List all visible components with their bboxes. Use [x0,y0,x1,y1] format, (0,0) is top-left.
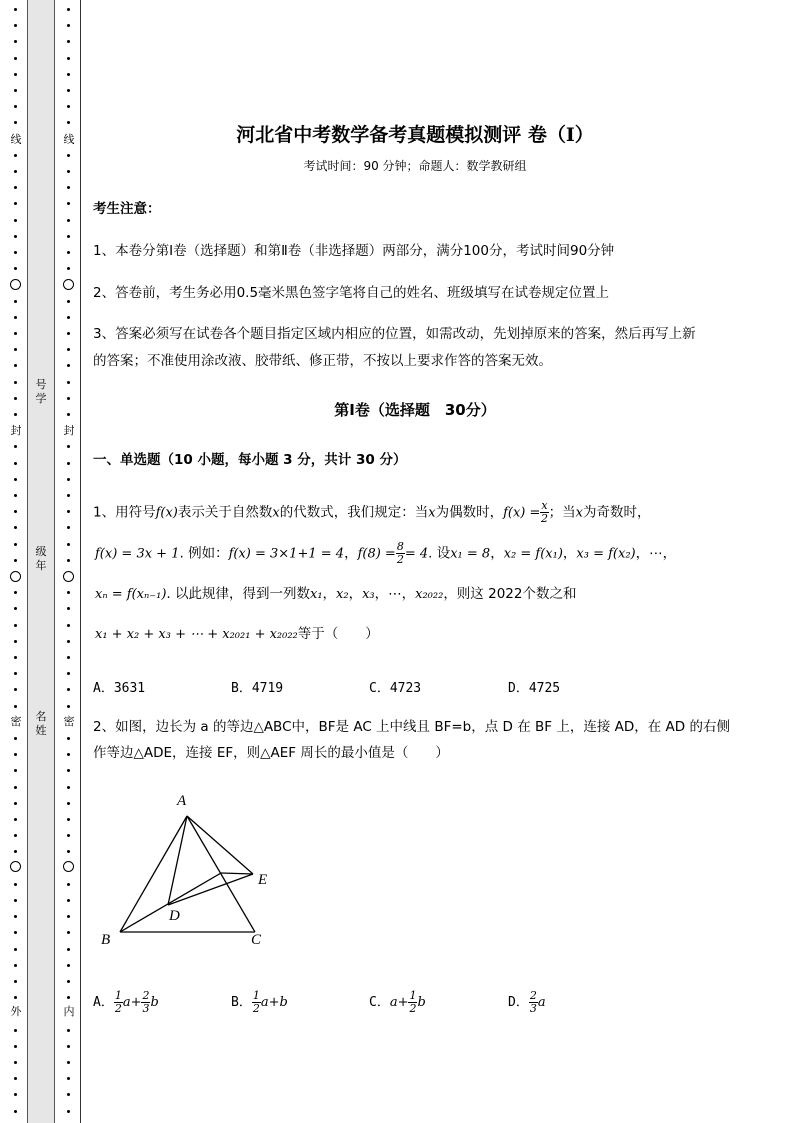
margin-dot [14,1093,17,1096]
margin-char-xian-right: 线 [63,133,75,146]
margin-dot [14,915,17,918]
margin-dot [67,591,70,594]
q2-option-a[interactable]: A． $\frac{1}{2}$ a+ $\frac{2}{3}$ b [93,989,159,1015]
margin-dot [67,753,70,756]
margin-dot [14,899,17,902]
strip-label-name: 名姓 [35,710,47,737]
margin-dot [14,235,17,238]
margin-dot [14,494,17,497]
margin-dot [14,1045,17,1048]
margin-dot [67,24,70,27]
margin-dot [67,462,70,465]
margin-dot [67,802,70,805]
margin-dot [67,948,70,951]
margin-circle-icon [10,571,21,582]
margin-dot [14,170,17,173]
margin-dot [67,170,70,173]
q1-option-c[interactable]: C．4723 [369,681,422,696]
margin-dot [14,931,17,934]
margin-dot [14,413,17,416]
margin-dot [14,154,17,157]
right-dot-column [63,0,75,1123]
margin-dot [14,462,17,465]
margin-dot [67,251,70,254]
margin-char-xian-left: 线 [10,133,22,146]
margin-dot [14,818,17,821]
margin-dot [67,300,70,303]
margin-dot [67,494,70,497]
margin-dot [67,834,70,837]
fraction-8-over-2: $\frac{8}{2}$ [396,540,404,566]
margin-char-mi-left: 密 [10,715,22,728]
margin-dot [14,705,17,708]
q2-option-d[interactable]: D． $\frac{2}{3}$ a [508,989,546,1015]
margin-dot [67,931,70,934]
margin-dot [67,688,70,691]
margin-dot [14,397,17,400]
margin-dot [67,332,70,335]
margin-dot [14,964,17,967]
margin-dot [14,73,17,76]
margin-dot [14,559,17,562]
vertex-label-b: B [101,932,111,948]
margin-dot [67,769,70,772]
margin-dot [67,737,70,740]
margin-dot [67,89,70,92]
margin-dot [67,818,70,821]
margin-dot [14,1077,17,1080]
margin-char-feng-right: 封 [63,424,75,437]
margin-dot [67,235,70,238]
margin-dot [67,1029,70,1032]
margin-dot [67,996,70,999]
margin-char-nei-right: 内 [63,1005,75,1018]
vertex-label-e: E [258,872,268,888]
q1-option-d[interactable]: D．4725 [508,681,561,696]
margin-dot [14,24,17,27]
margin-circle-icon [63,571,74,582]
margin-dot [67,607,70,610]
margin-dot [14,89,17,92]
margin-dot [14,316,17,319]
margin-dot [14,802,17,805]
margin-dot [67,186,70,189]
q1-option-b[interactable]: B．4719 [231,681,284,696]
margin-dot [14,850,17,853]
margin-dot [14,883,17,886]
margin-dot [67,980,70,983]
margin-dot [67,202,70,205]
q2-line-2: 作等边△ADE，连接 EF，则△AEF 周长的最小值是（ ） [93,745,449,761]
margin-dot [14,381,17,384]
margin-dot [14,948,17,951]
margin-dot [14,786,17,789]
margin-circle-icon [10,861,21,872]
margin-dot [67,219,70,222]
margin-dot [67,8,70,11]
margin-dot [14,40,17,43]
margin-dot [67,445,70,448]
margin-dot [67,640,70,643]
margin-circle-icon [63,279,74,290]
margin-dot [14,478,17,481]
notice-item-3-cont: 的答案；不准使用涂改液、胶带纸、修正带，不按以上要求作答的答案无效。 [93,353,552,369]
margin-dot [67,526,70,529]
margin-dot [67,705,70,708]
margin-char-feng-left: 封 [10,424,22,437]
margin-dot [14,640,17,643]
margin-dot [14,510,17,513]
margin-dot [67,397,70,400]
margin-dot [14,1110,17,1113]
q2-triangle-figure [90,785,290,955]
left-dot-column [10,0,22,1123]
margin-dot [14,607,17,610]
fraction-x-over-2: $\frac{x}{2}$ [541,499,548,525]
margin-dot [14,300,17,303]
strip-label-grade: 级年 [35,545,47,572]
q1-line-4: x₁ + x₂ + x₃ + ⋯ + x₂₀₂₁ + x₂₀₂₂等于（ ） [95,626,379,642]
margin-dot [14,219,17,222]
margin-dot [67,1077,70,1080]
margin-dot [67,73,70,76]
notice-item-3: 3、答案必须写在试卷各个题目指定区域内相应的位置，如需改动，先划掉原来的答案，然后再写上新 [93,326,696,342]
margin-dot [14,980,17,983]
margin-dot [14,267,17,270]
margin-dot [14,769,17,772]
q1-line-3: xₙ = f(xₙ₋₁). 以此规律，得到一列数x₁，x₂，x₃，⋯，x₂₀₂₂，则这 2022个数之和 [95,586,577,602]
margin-dot [67,381,70,384]
margin-dot [14,445,17,448]
margin-circle-icon [10,279,21,290]
margin-dot [14,737,17,740]
notice-item-1: 1、本卷分第Ⅰ卷（选择题）和第Ⅱ卷（非选择题）两部分，满分100分，考试时间90分钟 [93,243,615,259]
q2-option-c[interactable]: C．a+ $\frac{1}{2}$ b [369,989,426,1015]
margin-dot [14,996,17,999]
margin-dot [67,915,70,918]
vertex-label-c: C [251,932,262,948]
margin-dot [14,591,17,594]
margin-dot [14,8,17,11]
section-part-heading: 一、单选题（10 小题，每小题 3 分，共计 30 分） [93,452,407,468]
margin-dot [67,1110,70,1113]
q1-option-a[interactable]: A．3631 [93,681,146,696]
vertex-label-a: A [177,793,187,809]
exam-subtitle: 考试时间：90 分钟；命题人：数学教研组 [303,159,527,173]
margin-dot [67,850,70,853]
q1-line-2: f(x) = 3x + 1. 例如：f(x) = 3×1+1 = 4，f(8) = $\frac{8}{2}$ = 4. 设x₁ = 8，x₂ = f(x₁)，x₃ = f(x₂)，⋯， [95,540,677,566]
margin-dot [67,883,70,886]
margin-dot [67,413,70,416]
margin-dot [67,786,70,789]
margin-dot [67,559,70,562]
margin-dot [67,57,70,60]
margin-dot [67,1045,70,1048]
margin-dot [14,526,17,529]
margin-dot [14,753,17,756]
notice-item-2: 2、答卷前，考生务必用0.5毫米黑色签字笔将自己的姓名、班级填写在试卷规定位置上 [93,285,610,301]
margin-dot [67,1093,70,1096]
margin-dot [14,332,17,335]
margin-dot [14,1029,17,1032]
notice-heading: 考生注意： [93,201,161,217]
margin-dot [14,348,17,351]
margin-circle-icon [63,861,74,872]
vertex-label-d: D [169,908,180,924]
q1-line-1: 1、用符号f(x)表示关于自然数x的代数式，我们规定：当x为偶数时，f(x) = $\frac{x}{2}$ ；当x为奇数时， [93,499,651,525]
margin-dot [67,1061,70,1064]
margin-dot [14,57,17,60]
margin-char-wai-left: 外 [10,1005,22,1018]
section-title: 第Ⅰ卷（选择题 30分） [334,401,496,419]
q2-option-b[interactable]: B． $\frac{1}{2}$ a+b [231,989,288,1015]
margin-dot [14,656,17,659]
margin-dot [67,964,70,967]
margin-dot [67,899,70,902]
margin-dot [14,1061,17,1064]
margin-dot [67,267,70,270]
margin-dot [14,834,17,837]
margin-char-mi-right: 密 [63,715,75,728]
margin-dot [14,624,17,627]
margin-dot [67,656,70,659]
margin-dot [67,121,70,124]
margin-dot [67,672,70,675]
margin-dot [67,105,70,108]
margin-dot [67,624,70,627]
margin-dot [67,478,70,481]
margin-dot [14,121,17,124]
exam-title: 河北省中考数学备考真题模拟测评 卷（Ⅰ） [236,124,594,146]
margin-dot [67,154,70,157]
margin-dot [14,688,17,691]
margin-dot [14,672,17,675]
margin-dot [14,364,17,367]
margin-dot [67,40,70,43]
margin-border-line [80,0,81,1123]
margin-dot [14,251,17,254]
margin-dot [67,348,70,351]
margin-dot [67,364,70,367]
margin-dot [67,510,70,513]
margin-dot [14,543,17,546]
margin-dot [14,186,17,189]
strip-label-student-number: 号学 [35,378,47,405]
margin-dot [67,543,70,546]
margin-dot [67,316,70,319]
margin-dot [14,105,17,108]
margin-dot [14,202,17,205]
q2-line-1: 2、如图，边长为 a 的等边△ABC中，BF是 AC 上中线且 BF=b，点 D 在 BF 上，连接 AD，在 AD 的右侧 [93,719,730,735]
